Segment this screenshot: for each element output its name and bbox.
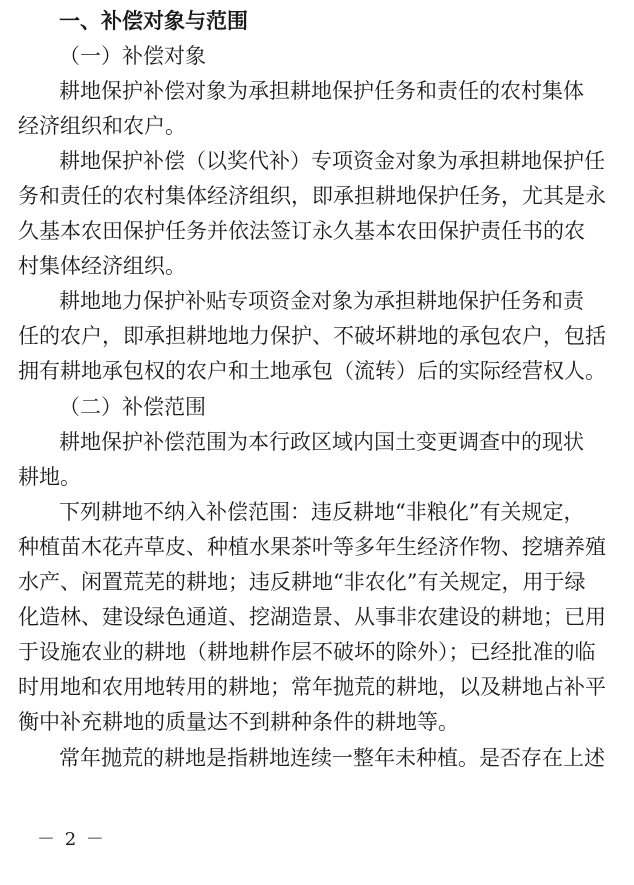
paragraph-line: 务和责任的农村集体经济组织，即承担耕地保护任务，尤其是永 <box>18 184 606 208</box>
paragraph-line: 常年抛荒的耕地是指耕地连续一整年未种植。是否存在上述 <box>59 746 605 770</box>
paragraph-line: 久基本农田保护任务并依法签订永久基本农田保护责任书的农 <box>18 219 585 243</box>
paragraph-line: 水产、闲置荒芜的耕地；违反耕地“非农化”有关规定，用于绿 <box>18 570 586 594</box>
paragraph-line: 耕地保护补偿范围为本行政区域内国土变更调查中的现状 <box>59 430 584 454</box>
page-number: － 2 － <box>37 829 106 850</box>
paragraph-line: 耕地地力保护补贴专项资金对象为承担耕地保护任务和责 <box>59 289 584 313</box>
paragraph-line: 经济组织和农户。 <box>18 114 186 138</box>
paragraph-line: 衡中补充耕地的质量达不到耕种条件的耕地等。 <box>18 710 459 734</box>
paragraph-line: 任的农户，即承担耕地地力保护、不破坏耕地的承包农户，包括 <box>18 324 606 348</box>
subsection-heading-compensation-object: （一）补偿对象 <box>59 44 206 68</box>
paragraph-line: 村集体经济组织。 <box>18 254 186 278</box>
paragraph-line: 下列耕地不纳入补偿范围：违反耕地“非粮化”有关规定， <box>59 500 585 524</box>
paragraph-line: 拥有耕地承包权的农户和土地承包（流转）后的实际经营权人。 <box>18 359 606 383</box>
paragraph-line: 耕地保护补偿对象为承担耕地保护任务和责任的农村集体 <box>59 79 584 103</box>
paragraph-line: 化造林、建设绿色通道、挖湖造景、从事非农建设的耕地；已用 <box>18 605 606 629</box>
paragraph-line: 时用地和农用地转用的耕地；常年抛荒的耕地，以及耕地占补平 <box>18 675 606 699</box>
paragraph-line: 耕地。 <box>18 465 81 489</box>
paragraph-line: 耕地保护补偿（以奖代补）专项资金对象为承担耕地保护任 <box>59 149 605 173</box>
paragraph-line: 种植苗木花卉草皮、种植水果茶叶等多年生经济作物、挖塘养殖 <box>18 535 606 559</box>
section-heading: 一、补偿对象与范围 <box>59 9 248 33</box>
paragraph-line: 于设施农业的耕地（耕地耕作层不破坏的除外）；已经批准的临 <box>18 640 596 664</box>
subsection-heading-compensation-scope: （二）补偿范围 <box>59 395 206 419</box>
